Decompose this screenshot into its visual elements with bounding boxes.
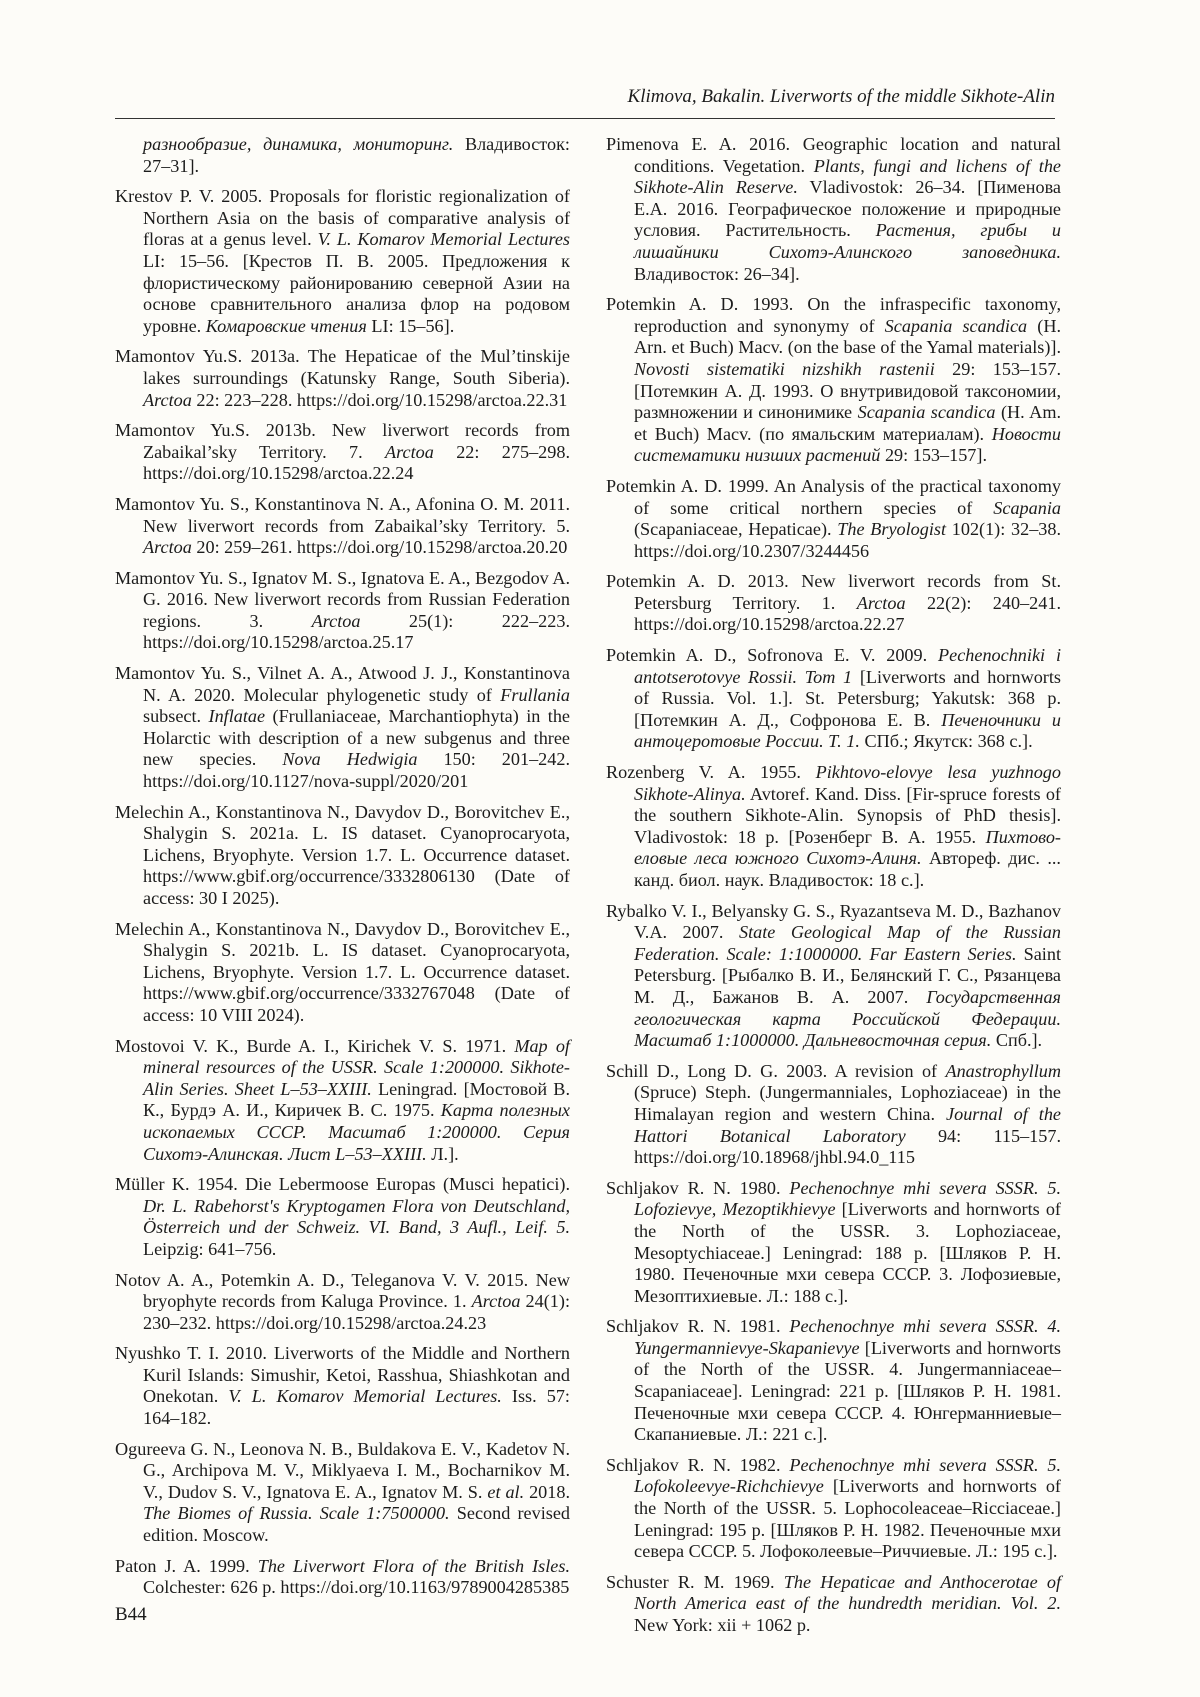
reference-text-segment: Mamontov Yu. S., Ignatov M. S., Ignatova E. A., Bezgodov A. G. 2016. New liverwort records from Russian Federation regions. 3. [115,567,570,631]
reference-text-segment: Potemkin A. D. 1993. On the infraspecific taxonomy, reproduction and synonymy of [606,294,1061,336]
reference-entry [115,568,570,654]
reference-italic-segment: Journal of the Hattori Botanical Laboratory [634,1103,1061,1146]
reference-text-segment: Notov A. A., Potemkin A. D., Teleganova V. V. 2015. New bryophyte records from Kaluga Province. 1. [115,1269,570,1312]
reference-text-segment: Nyushko T. I. 2010. Liverworts of the Middle and Northern Kuril Islands: Simushir, Ketoi, Rasshua, Shiashkotan and Onekotan. [115,1343,570,1407]
reference-text-segment: Автореф. дис. ... канд. биол. наук. Владивосток: 18 с.]. [634,848,1061,890]
reference-italic-segment: Arctoa [471,1291,521,1312]
reference-entry [606,1061,1061,1169]
reference-entry [115,1036,570,1166]
reference-italic-segment: Pechenochnye mhi severa SSSR. 5. Lofokoleevye-Richchievye [634,1454,1061,1497]
reference-text-segment: (Scapaniaceae, Hepaticae). [634,519,838,540]
reference-italic-segment: Arctoa [143,537,192,558]
reference-text-segment: Melechin A., Konstantinova N., Davydov D., Borovitchev E., Shalygin S. 2021b. L. IS dataset. Cyanoprocaryota, Lichens, Bryophyte. Version 1.7. L. Occurrence dataset. https://www.gbif.org/occurrence/3332767048 (Date of access: 10 VIII 2024). [115,918,570,1025]
reference-entry [606,762,1061,892]
reference-italic-segment: et al. [487,1481,525,1502]
reference-text-segment: 24(1): 230–232. https://doi.org/10.15298/arctoa.24.23 [143,1291,571,1333]
reference-italic-segment: Государственная геологическая карта Российской Федерации. Масштаб 1:1000000. Дальневосточная серия. [634,986,1061,1051]
reference-italic-segment: Scapania scandica [857,402,996,423]
reference-italic-segment: Pechenochnye mhi severa SSSR. 4. Yungermannievye-Skapanievye [634,1316,1061,1358]
reference-italic-segment: Pikhtovo-elovye lesa yuzhnogo Sikhote-Alinya. [634,762,1061,804]
reference-text-segment: subsect. [143,706,209,727]
reference-text-segment: 22: 275–298. https://doi.org/10.15298/arctoa.22.24 [143,441,570,484]
reference-italic-segment: Печеночники и антоцеротовые России. Т. 1. [634,709,1061,752]
reference-text-segment: Leningrad. [Мостовой В. К., Бурдэ А. И., Киричек В. С. 1975. [143,1078,570,1121]
reference-italic-segment: Inflatae [208,706,266,727]
reference-entry [115,134,570,177]
reference-text-segment: LI: 15–56. [Крестов П. В. 2005. Предложения к флористическому районированию северной Азии на основе сравнительного анализа флор на родовом уровне. [143,250,570,336]
reference-text-segment: 20: 259–261. https://doi.org/10.15298/arctoa.20.20 [191,537,568,558]
reference-text-segment: Potemkin A. D. 2013. New liverwort records from St. Petersburg Territory. 1. [606,571,1061,613]
reference-entry [115,1343,570,1429]
reference-italic-segment: Arctoa [385,441,434,462]
reference-italic-segment: The Bryologist [837,519,947,540]
reference-italic-segment: Novosti sistematiki nizshikh rastenii [634,358,935,379]
reference-text-segment: 22: 223–228. https://doi.org/10.15298/arctoa.22.31 [191,389,568,410]
reference-italic-segment: Pechenochniki i antotserotovye Rossii. Tom 1 [634,645,1061,687]
reference-italic-segment: Frullania [500,684,570,705]
reference-text-segment: 2018. [524,1481,571,1502]
reference-entry [606,476,1061,562]
reference-text-segment: Schljakov R. N. 1980. [606,1177,790,1198]
reference-entry [115,663,570,793]
reference-text-segment: Спб.]. [991,1030,1043,1051]
reference-text-segment: [Liverworts and hornworts of the North of the USSR. 4. Jungermanniaceae–Scapaniaceae]. Leningrad: 221 p. [Шляков Р. Н. 1981. Печеночные мхи севера СССР. 4. Юнгерманниевые–Скапаниевые. Л.: 221 с.]. [634,1337,1061,1445]
reference-text-segment: 29: 153–157]. [880,445,988,466]
reference-entry [115,1270,570,1335]
reference-italic-segment: V. L. Komarov Memorial Lectures. [228,1386,502,1407]
reference-italic-segment: State Geological Map of the Russian Federation. Scale: 1:1000000. Far Eastern Series. [634,922,1061,964]
reference-italic-segment: V. L. Komarov Memorial Lectures [317,229,570,250]
reference-text-segment: Л.]. [426,1143,459,1164]
reference-text-segment: Colchester: 626 p. https://doi.org/10.1163/9789004285385 [143,1577,570,1598]
reference-text-segment: (Frullaniaceae, Marchantiophyta) in the Holarctic with description of a new subgenus and three new species. [143,706,570,770]
reference-text-segment: Pimenova E. A. 2016. Geographic location and natural conditions. Vegetation. [606,134,1061,176]
reference-italic-segment: Scapania [993,497,1061,518]
reference-text-segment: Rybalko V. I., Belyansky G. S., Ryazantseva M. D., Bazhanov V.A. 2007. [606,900,1061,943]
reference-text-segment: 25(1): 222–223. https://doi.org/10.15298/arctoa.25.17 [143,610,570,653]
reference-text-segment: Mamontov Yu. S., Vilnet A. A., Atwood J. J., Konstantinova N. A. 2020. Molecular phylogenetic study of [115,663,570,705]
reference-text-segment: Владивосток: 27–31]. [143,134,570,176]
reference-text-segment: Schljakov R. N. 1981. [606,1316,790,1337]
reference-text-segment: Vladivostok: 26–34. [Пименова Е.А. 2016. Географическое положение и природные условия. Растительность. [634,177,1061,241]
reference-italic-segment: Растения, грибы и лишайники Сихотэ-Алинского заповедника. [634,220,1062,262]
reference-text-segment: Krestov P. V. 2005. Proposals for floristic regionalization of Northern Asia on the basis of comparative analysis of floras at a genus level. [115,186,570,250]
reference-text-segment: Schill D., Long D. G. 2003. A revision of [606,1060,946,1081]
reference-text-segment: Schljakov R. N. 1982. [606,1454,790,1475]
reference-entry [115,1174,570,1260]
reference-text-segment: Second revised edition. Moscow. [143,1503,571,1546]
reference-italic-segment: разнообразие, динамика, мониторинг. [143,134,454,154]
reference-text-segment: Mamontov Yu.S. 2013b. New liverwort records from Zabaikal’sky Territory. 7. [115,420,570,462]
reference-text-segment: Avtoref. Kand. Diss. [Fir-spruce forests of the southern Sikhote-Alin. Synopsis of PhD thesis]. Vladivostok: 18 p. [Розенберг В. А. 1955. [634,783,1061,847]
reference-italic-segment: Новости систематики низших растений [634,423,1061,466]
reference-entry [115,346,570,411]
reference-text-segment: Mamontov Yu.S. 2013a. The Hepaticae of the Mul’tinskije lakes surroundings (Katunsky Range, South Siberia). [115,346,570,388]
reference-italic-segment: Карта полезных ископаемых СССР. Масштаб 1:200000. Серия Сихотэ-Алинская. Лист L–53–XXIII. [143,1100,571,1164]
reference-text-segment: Saint Petersburg. [Рыбалко В. И., Белянский Г. С., Рязанцева М. Д., Бажанов В. А. 2007. [634,943,1062,1007]
reference-italic-segment: Nova Hedwigia [282,749,418,770]
reference-text-segment: [Liverworts and hornworts of the North of the USSR. 3. Lophoziaceae, Mesoptychiaceae.] Leningrad: 188 p. [Шляков Р. Н. 1980. Печеночные мхи севера СССР. 3. Лофозиевые, Мезоптихиевые. Л.: 188 с.]. [634,1199,1061,1306]
reference-text-segment: Leipzig: 641–756. [143,1238,277,1259]
reference-italic-segment: Plants, fungi and lichens of the Sikhote-Alin Reserve. [634,155,1061,198]
reference-entry [115,919,570,1027]
reference-text-segment: 94: 115–157. https://doi.org/10.18968/jhbl.94.0_115 [634,1125,1061,1168]
reference-entry [115,494,570,559]
running-header: Klimova, Bakalin. Liverworts of the middle Sikhote-Alin [627,86,1055,107]
reference-italic-segment: The Hepaticae and Anthocerotae of North America east of the hundredth meridian. Vol. 2. [634,1571,1061,1614]
reference-text-segment: Melechin A., Konstantinova N., Davydov D., Borovitchev E., Shalygin S. 2021a. L. IS dataset. Cyanoprocaryota, Lichens, Bryophyte. Version 1.7. L. Occurrence dataset. https://www.gbif.org/occurrence/3332806130 (Date of access: 30 I 2025). [115,801,570,908]
reference-text-segment: 22(2): 240–241. https://doi.org/10.15298/arctoa.22.27 [634,592,1061,635]
reference-entry [606,1316,1061,1446]
reference-text-segment: Mamontov Yu. S., Konstantinova N. A., Afonina O. M. 2011. New liverwort records from Zabaikal’sky Territory. 5. [115,493,570,536]
reference-text-segment: Schuster R. M. 1969. [606,1571,784,1592]
reference-text-segment: (H. Arn. et Buch) Macv. (on the base of the Yamal materials)]. [634,315,1062,358]
reference-italic-segment: Комаровские чтения [205,315,367,336]
reference-italic-segment: The Liverwort Flora of the British Isles. [257,1555,570,1576]
reference-entry [115,1439,570,1547]
reference-entry [606,1572,1061,1637]
reference-text-segment: [Liverworts and hornworts of Russia. Vol. 1.]. St. Petersburg; Yakutsk: 368 p. [Потемкин А. Д., Софронова Е. В. [634,666,1061,730]
reference-italic-segment: Pechenochnye mhi severa SSSR. 5. Lofozievye, Mezoptikhievye [634,1177,1061,1220]
reference-text-segment: Potemkin A. D., Sofronova E. V. 2009. [606,645,939,666]
references-left-column [115,134,570,1608]
reference-italic-segment: Arctoa [311,610,361,631]
reference-text-segment: 29: 153–157. [Потемкин А. Д. 1993. О внутривидовой таксономии, размножении и синонимике [634,358,1062,423]
reference-text-segment: New York: xii + 1062 p. [634,1615,811,1635]
reference-text-segment: Mostovoi V. K., Burde A. I., Kirichek V. S. 1971. [115,1035,515,1056]
reference-entry [606,1455,1061,1563]
reference-text-segment: Rozenberg V. A. 1955. [606,762,816,783]
page-number: B44 [115,1604,147,1625]
reference-entry [606,1178,1061,1308]
reference-entry [606,901,1061,1052]
reference-entry [115,420,570,485]
reference-italic-segment: Anastrophyllum [945,1060,1061,1081]
reference-text-segment: Iss. 57: 164–182. [143,1386,570,1429]
reference-entry [606,134,1061,285]
references-right-column [606,134,1061,1646]
reference-text-segment: LI: 15–56]. [366,315,455,336]
reference-entry [115,1556,570,1599]
reference-text-segment: Ogureeva G. N., Leonova N. B., Buldakova E. V., Kadetov N. G., Archipova M. V., Miklyaeva I. M., Bocharnikov M. V., Dudov S. V., Ignatova E. A., Ignatov M. S. [115,1438,570,1502]
reference-text-segment: Владивосток: 26–34]. [634,263,800,284]
reference-italic-segment: Map of mineral resources of the USSR. Scale 1:200000. Sikhote-Alin Series. Sheet L–53–XXIII. [143,1035,570,1099]
reference-text-segment: Potemkin A. D. 1999. An Analysis of the practical taxonomy of some critical northern species of [606,475,1061,518]
reference-text-segment: (Spruce) Steph. (Jungermanniales, Lophoziaceae) in the Himalayan region and western China. [634,1082,1061,1124]
reference-text-segment: 102(1): 32–38. https://doi.org/10.2307/3244456 [634,519,1062,561]
reference-italic-segment: Arctoa [143,389,192,410]
reference-italic-segment: Scapania scandica [884,315,1028,336]
reference-text-segment: [Liverworts and hornworts of the North of the USSR. 5. Lophocoleaceae–Ricciaceae.] Leningrad: 195 p. [Шляков Р. Н. 1982. Печеночные мхи севера СССР. 5. Лофоколеевые–Риччиевые. Л.: 195 с.]. [634,1476,1061,1562]
reference-entry [115,186,570,337]
reference-text-segment: (H. Am. et Buch) Macv. (по ямальским материалам). [634,402,1062,444]
reference-entry [606,294,1061,467]
reference-entry [115,802,570,910]
reference-entry [606,571,1061,636]
header-rule [115,118,1055,119]
reference-italic-segment: Пихтово-еловые леса южного Сихотэ-Алиня. [634,826,1061,869]
reference-text-segment: СПб.; Якутск: 368 с.]. [859,731,1033,752]
reference-entry [606,645,1061,753]
reference-text-segment: Paton J. A. 1999. [115,1555,258,1576]
reference-italic-segment: The Biomes of Russia. Scale 1:7500000. [143,1503,450,1524]
reference-text-segment: 150: 201–242. https://doi.org/10.1127/nova-suppl/2020/201 [143,749,570,792]
reference-text-segment: Müller K. 1954. Die Lebermoose Europas (Musci hepatici). [115,1174,570,1195]
reference-italic-segment: Dr. L. Rabehorst's Kryptogamen Flora von Deutschland, Österreich und der Schweiz. VI. Band, 3 Aufl., Leif. 5. [143,1195,570,1238]
reference-italic-segment: Arctoa [856,592,906,613]
